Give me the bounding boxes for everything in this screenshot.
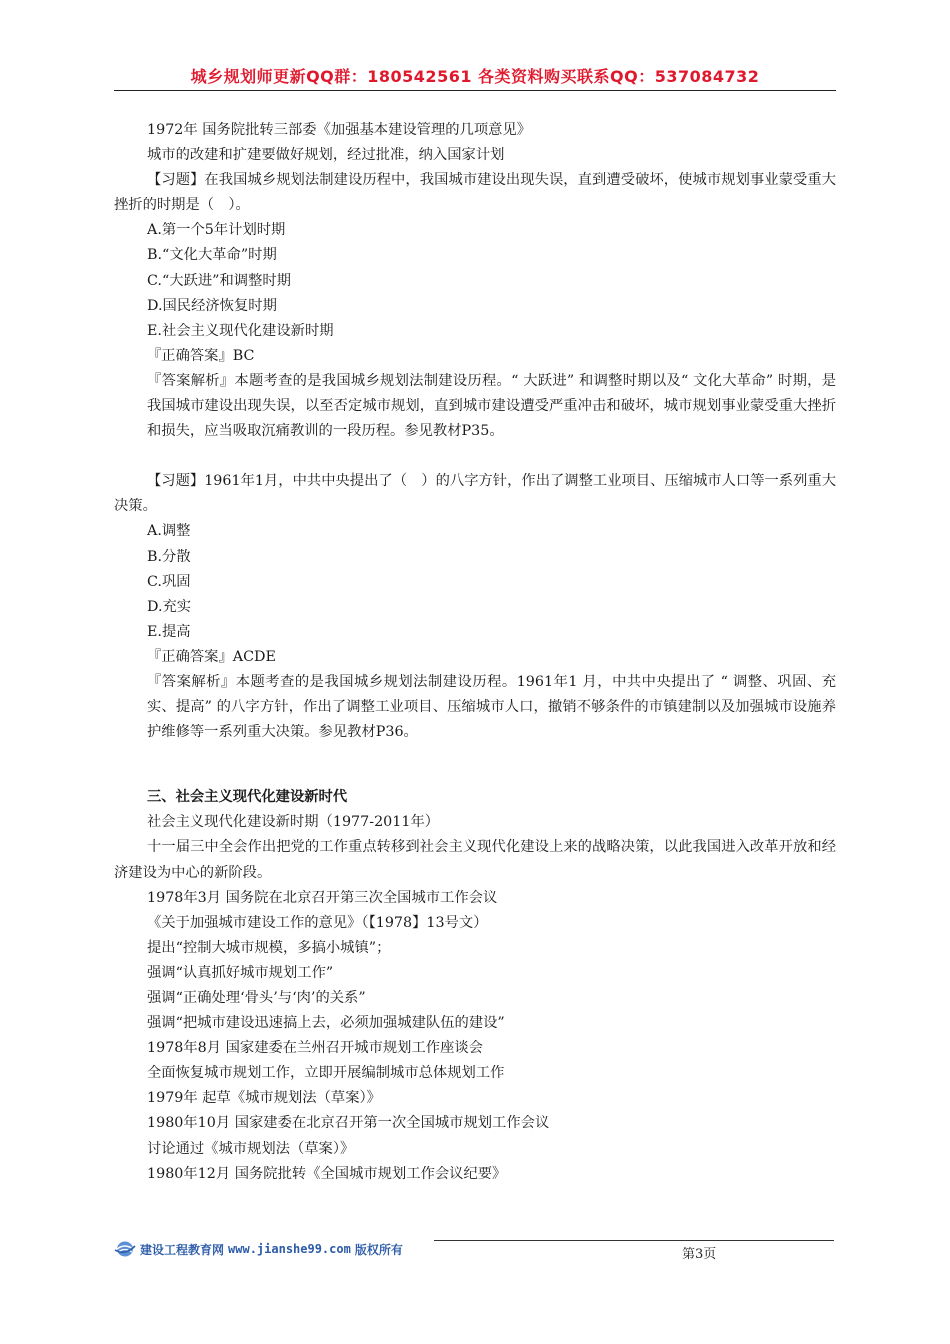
- spacer: [114, 444, 836, 469]
- paragraph: 1979年 起草《城市规划法（草案）》: [147, 1090, 381, 1107]
- paragraph: 城市的改建和扩建要做好规划，经过批准，纳入国家计划: [147, 147, 505, 164]
- footer-site-name: 建设工程教育网: [140, 1242, 225, 1257]
- header-banner: 城乡规划师更新QQ群：180542561 各类资料购买联系QQ：537084732: [190, 67, 760, 86]
- question-1-option-b: B.“文化大革命”时期: [147, 247, 277, 264]
- paragraph: 1972年 国务院批转三部委《加强基本建设管理的几项意见》: [147, 122, 532, 138]
- paragraph: 1980年12月 国务院批转《全国城市规划工作会议纪要》: [147, 1165, 507, 1182]
- globe-logo-icon: [114, 1240, 136, 1258]
- footer-url[interactable]: www.jianshe99.com: [228, 1242, 351, 1256]
- question-2-option-a: A.调整: [147, 523, 191, 540]
- paragraph: 提出“控制大城市规模，多搞小城镇”；: [147, 939, 391, 956]
- paragraph: 十一届三中全会作出把党的工作重点转移到社会主义现代化建设上来的战略决策，以此我国进入改革开放和经济建设为中心的新阶段。: [114, 839, 836, 881]
- question-2-stem: 【习题】1961年1月，中共中央提出了（ ）的八字方针，作出了调整工业项目、压缩城市人口等一系列重大决策。: [114, 473, 836, 515]
- page-number: 第3页: [682, 1247, 717, 1262]
- paragraph: 讨论通过《城市规划法（草案）》: [147, 1140, 355, 1157]
- paragraph: 1980年10月 国家建委在北京召开第一次全国城市规划工作会议: [147, 1115, 550, 1132]
- paragraph: 社会主义现代化建设新时期（1977-2011年）: [147, 814, 440, 831]
- question-1-answer: 『正确答案』BC: [147, 347, 255, 364]
- question-2-answer: 『正确答案』ACDE: [147, 648, 276, 665]
- spacer: [114, 745, 836, 785]
- header-divider: [114, 90, 836, 91]
- section-heading: 三、社会主义现代化建设新时代: [147, 789, 348, 806]
- footer-divider: [434, 1240, 834, 1241]
- paragraph: 1978年3月 国务院在北京召开第三次全国城市工作会议: [147, 889, 498, 906]
- paragraph: 强调“认真抓好城市规划工作”: [147, 964, 334, 981]
- paragraph: 强调“把城市建设迅速搞上去，必须加强城建队伍的建设”: [147, 1015, 505, 1032]
- question-1-analysis: 『答案解析』本题考查的是我国城乡规划法制建设历程。“ 大跃进” 和调整时期以及“ 文化大革命” 时期，是我国城市建设出现失误，以至否定城市规划，直到城市建设遭受严重冲击和破坏，城市规划事业蒙受重大挫折和损失，应当吸取沉痛教训的一段历程。参见教材P35。: [147, 372, 836, 440]
- question-1-option-e: E.社会主义现代化建设新时期: [147, 322, 334, 339]
- question-1-option-c: C.“大跃进”和调整时期: [147, 272, 291, 289]
- question-1-option-d: D.国民经济恢复时期: [147, 297, 277, 314]
- question-2-option-c: C.巩固: [147, 573, 191, 590]
- question-2-analysis: 『答案解析』本题考查的是我国城乡规划法制建设历程。1961年1 月，中共中央提出了 “ 调整、巩固、充实、提高” 的八字方针，作出了调整工业项目、压缩城市人口，撤销不够条件的市镇建制以及加强城市设施养护维修等一系列重大决策。参见教材P36。: [147, 673, 836, 741]
- footer-copyright: 版权所有: [354, 1242, 403, 1257]
- question-1-option-a: A.第一个5年计划时期: [147, 222, 286, 239]
- paragraph: 全面恢复城市规划工作，立即开展编制城市总体规划工作: [147, 1065, 505, 1082]
- paragraph: 强调“正确处理‘骨头’与‘肉’的关系”: [147, 990, 366, 1006]
- question-2-option-d: D.充实: [147, 598, 192, 615]
- footer-brand: [114, 1238, 403, 1260]
- paragraph: 1978年8月 国家建委在兰州召开城市规划工作座谈会: [147, 1040, 483, 1057]
- document-body: [114, 118, 836, 1187]
- paragraph: 《关于加强城市建设工作的意见》（【1978】13号文）: [147, 914, 488, 931]
- question-2-option-e: E.提高: [147, 623, 191, 640]
- question-1-stem: 【习题】在我国城乡规划法制建设历程中，我国城市建设出现失误，直到遭受破坏，使城市规划事业蒙受重大挫折的时期是（ ）。: [114, 172, 836, 214]
- question-2-option-b: B.分散: [147, 548, 191, 565]
